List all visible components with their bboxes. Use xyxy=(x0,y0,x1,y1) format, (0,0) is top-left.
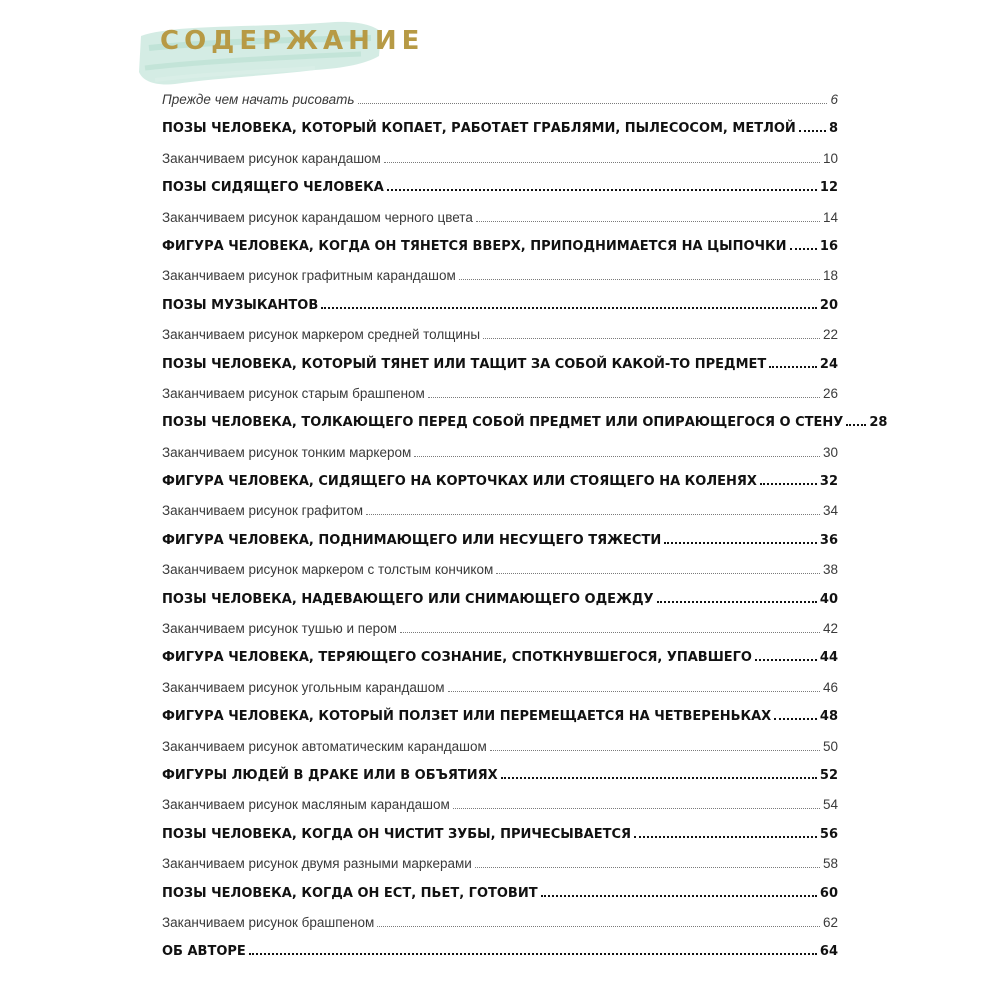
toc-page-number: 16 xyxy=(819,238,838,254)
toc-page-number: 24 xyxy=(819,356,838,372)
toc-entry-label: Заканчиваем рисунок графитом xyxy=(162,503,364,519)
toc-subsection-entry[interactable] xyxy=(162,203,838,232)
dot-leader xyxy=(774,718,817,720)
dot-leader xyxy=(496,573,820,574)
toc-chapter-entry[interactable] xyxy=(162,291,838,320)
toc-chapter-entry[interactable] xyxy=(162,643,838,672)
toc-entry-label: ФИГУРА ЧЕЛОВЕКА, КОТОРЫЙ ПОЛЗЕТ ИЛИ ПЕРЕМЕЩАЕТСЯ НА ЧЕТВЕРЕНЬКАХ xyxy=(162,709,772,725)
toc-page-number: 44 xyxy=(819,650,838,666)
dot-leader xyxy=(541,895,817,897)
toc-chapter-entry[interactable] xyxy=(162,879,838,908)
dot-leader xyxy=(366,514,820,515)
toc-page-number: 28 xyxy=(869,415,888,431)
dot-leader xyxy=(657,601,817,603)
toc-page-number: 46 xyxy=(822,679,838,695)
toc-subsection-entry[interactable] xyxy=(162,496,838,525)
toc-chapter-entry[interactable] xyxy=(162,114,838,143)
toc-page-number: 22 xyxy=(822,327,838,343)
dot-leader xyxy=(428,397,820,398)
toc-entry-label: ФИГУРЫ ЛЮДЕЙ В ДРАКЕ ИЛИ В ОБЪЯТИЯХ xyxy=(162,767,498,783)
dot-leader xyxy=(459,279,820,280)
toc-page-number: 32 xyxy=(819,474,838,490)
toc-page-number: 56 xyxy=(819,826,838,842)
toc-page-number: 38 xyxy=(822,562,838,578)
toc-entry-label: Заканчиваем рисунок масляным карандашом xyxy=(162,797,450,813)
toc-subsection-entry[interactable] xyxy=(162,673,838,702)
toc-subsection-entry[interactable] xyxy=(162,555,838,584)
toc-subsection-entry[interactable] xyxy=(162,144,838,173)
table-of-contents xyxy=(162,85,888,967)
toc-entry-label: ФИГУРА ЧЕЛОВЕКА, КОГДА ОН ТЯНЕТСЯ ВВЕРХ, ПРИПОДНИМАЕТСЯ НА ЦЫПОЧКИ xyxy=(162,238,787,254)
dot-leader xyxy=(634,836,817,838)
dot-leader xyxy=(799,130,826,132)
toc-intro-entry[interactable] xyxy=(162,85,838,114)
dot-leader xyxy=(321,307,817,309)
toc-entry-label: Заканчиваем рисунок маркером с толстым кончиком xyxy=(162,562,494,578)
toc-page-number: 52 xyxy=(819,767,838,783)
toc-entry-label: Заканчиваем рисунок автоматическим карандашом xyxy=(162,738,487,754)
dot-leader xyxy=(483,338,820,339)
dot-leader xyxy=(400,632,820,633)
toc-entry-label: Заканчиваем рисунок тушью и пером xyxy=(162,621,397,637)
toc-page-number: 42 xyxy=(822,621,838,637)
toc-entry-label: ФИГУРА ЧЕЛОВЕКА, СИДЯЩЕГО НА КОРТОЧКАХ ИЛИ СТОЯЩЕГО НА КОЛЕНЯХ xyxy=(162,474,757,490)
toc-page-number: 48 xyxy=(819,709,838,725)
dot-leader xyxy=(414,456,820,457)
toc-page-number: 14 xyxy=(822,209,838,225)
toc-chapter-entry[interactable] xyxy=(162,585,838,614)
toc-entry-label: Заканчиваем рисунок старым брашпеном xyxy=(162,385,425,401)
page-title: СОДЕРЖАНИЕ xyxy=(160,26,425,56)
dot-leader xyxy=(476,221,820,222)
toc-entry-label: ПОЗЫ СИДЯЩЕГО ЧЕЛОВЕКА xyxy=(162,180,384,196)
dot-leader xyxy=(664,542,817,544)
toc-page-number: 50 xyxy=(822,738,838,754)
toc-subsection-entry[interactable] xyxy=(162,908,838,937)
dot-leader xyxy=(249,953,817,955)
dot-leader xyxy=(790,248,817,250)
toc-page-number: 8 xyxy=(828,121,838,137)
toc-entry-label: ПОЗЫ ЧЕЛОВЕКА, НАДЕВАЮЩЕГО ИЛИ СНИМАЮЩЕГО ОДЕЖДУ xyxy=(162,591,654,607)
toc-entry-label: ПОЗЫ МУЗЫКАНТОВ xyxy=(162,297,319,313)
toc-subsection-entry[interactable] xyxy=(162,379,838,408)
dot-leader xyxy=(387,189,817,191)
toc-page-number: 40 xyxy=(819,591,838,607)
toc-subsection-entry[interactable] xyxy=(162,261,838,290)
toc-entry-label: Прежде чем начать рисовать xyxy=(162,92,355,107)
toc-page-number: 6 xyxy=(830,92,838,107)
toc-page-number: 62 xyxy=(822,914,838,930)
toc-subsection-entry[interactable] xyxy=(162,790,838,819)
dot-leader xyxy=(846,424,866,426)
toc-page-number: 30 xyxy=(822,444,838,460)
toc-chapter-entry[interactable] xyxy=(162,408,888,437)
dot-leader xyxy=(448,691,820,692)
dot-leader xyxy=(377,926,820,927)
toc-chapter-entry[interactable] xyxy=(162,937,838,966)
toc-page-number: 34 xyxy=(822,503,838,519)
toc-subsection-entry[interactable] xyxy=(162,320,838,349)
dot-leader xyxy=(755,659,817,661)
dot-leader xyxy=(760,483,817,485)
toc-page-number: 60 xyxy=(819,885,838,901)
toc-entry-label: Заканчиваем рисунок брашпеном xyxy=(162,914,375,930)
toc-page-number: 26 xyxy=(822,385,838,401)
dot-leader xyxy=(501,777,817,779)
toc-entry-label: Заканчиваем рисунок маркером средней толщины xyxy=(162,327,481,343)
toc-subsection-entry[interactable] xyxy=(162,849,838,878)
toc-entry-label: Заканчиваем рисунок угольным карандашом xyxy=(162,679,445,695)
toc-entry-label: Заканчиваем рисунок карандашом xyxy=(162,150,381,166)
toc-page-number: 12 xyxy=(819,180,838,196)
toc-entry-label: ОБ АВТОРЕ xyxy=(162,944,246,960)
dot-leader xyxy=(358,103,828,104)
toc-subsection-entry[interactable] xyxy=(162,732,838,761)
toc-entry-label: ПОЗЫ ЧЕЛОВЕКА, КОГДА ОН ЧИСТИТ ЗУБЫ, ПРИЧЕСЫВАЕТСЯ xyxy=(162,826,632,842)
dot-leader xyxy=(769,366,817,368)
toc-page-number: 54 xyxy=(822,797,838,813)
toc-subsection-entry[interactable] xyxy=(162,438,838,467)
toc-page-number: 64 xyxy=(819,944,838,960)
toc-entry-label: ПОЗЫ ЧЕЛОВЕКА, КОГДА ОН ЕСТ, ПЬЕТ, ГОТОВИТ xyxy=(162,885,538,901)
toc-page-number: 58 xyxy=(822,856,838,872)
toc-entry-label: ПОЗЫ ЧЕЛОВЕКА, КОТОРЫЙ ТЯНЕТ ИЛИ ТАЩИТ ЗА СОБОЙ КАКОЙ-ТО ПРЕДМЕТ xyxy=(162,356,767,372)
toc-entry-label: ПОЗЫ ЧЕЛОВЕКА, ТОЛКАЮЩЕГО ПЕРЕД СОБОЙ ПРЕДМЕТ ИЛИ ОПИРАЮЩЕГОСЯ О СТЕНУ xyxy=(162,415,844,431)
toc-page-number: 20 xyxy=(819,297,838,313)
dot-leader xyxy=(453,808,820,809)
toc-chapter-entry[interactable] xyxy=(162,702,838,731)
toc-page-number: 10 xyxy=(822,150,838,166)
toc-entry-label: Заканчиваем рисунок графитным карандашом xyxy=(162,268,456,284)
toc-entry-label: Заканчиваем рисунок двумя разными маркерами xyxy=(162,856,472,872)
toc-subsection-entry[interactable] xyxy=(162,614,838,643)
toc-page-number: 36 xyxy=(819,532,838,548)
toc-entry-label: Заканчиваем рисунок тонким маркером xyxy=(162,444,412,460)
dot-leader xyxy=(475,867,820,868)
toc-chapter-entry[interactable] xyxy=(162,467,838,496)
toc-entry-label: Заканчиваем рисунок карандашом черного цвета xyxy=(162,209,473,225)
toc-chapter-entry[interactable] xyxy=(162,350,838,379)
toc-chapter-entry[interactable] xyxy=(162,761,838,790)
toc-chapter-entry[interactable] xyxy=(162,820,838,849)
dot-leader xyxy=(490,750,820,751)
toc-entry-label: ПОЗЫ ЧЕЛОВЕКА, КОТОРЫЙ КОПАЕТ, РАБОТАЕТ ГРАБЛЯМИ, ПЫЛЕСОСОМ, МЕТЛОЙ xyxy=(162,121,796,137)
dot-leader xyxy=(384,162,820,163)
toc-page-number: 18 xyxy=(822,268,838,284)
toc-chapter-entry[interactable] xyxy=(162,232,838,261)
toc-entry-label: ФИГУРА ЧЕЛОВЕКА, ПОДНИМАЮЩЕГО ИЛИ НЕСУЩЕГО ТЯЖЕСТИ xyxy=(162,532,662,548)
toc-chapter-entry[interactable] xyxy=(162,526,838,555)
toc-entry-label: ФИГУРА ЧЕЛОВЕКА, ТЕРЯЮЩЕГО СОЗНАНИЕ, СПОТКНУВШЕГОСЯ, УПАВШЕГО xyxy=(162,650,752,666)
toc-chapter-entry[interactable] xyxy=(162,173,838,202)
